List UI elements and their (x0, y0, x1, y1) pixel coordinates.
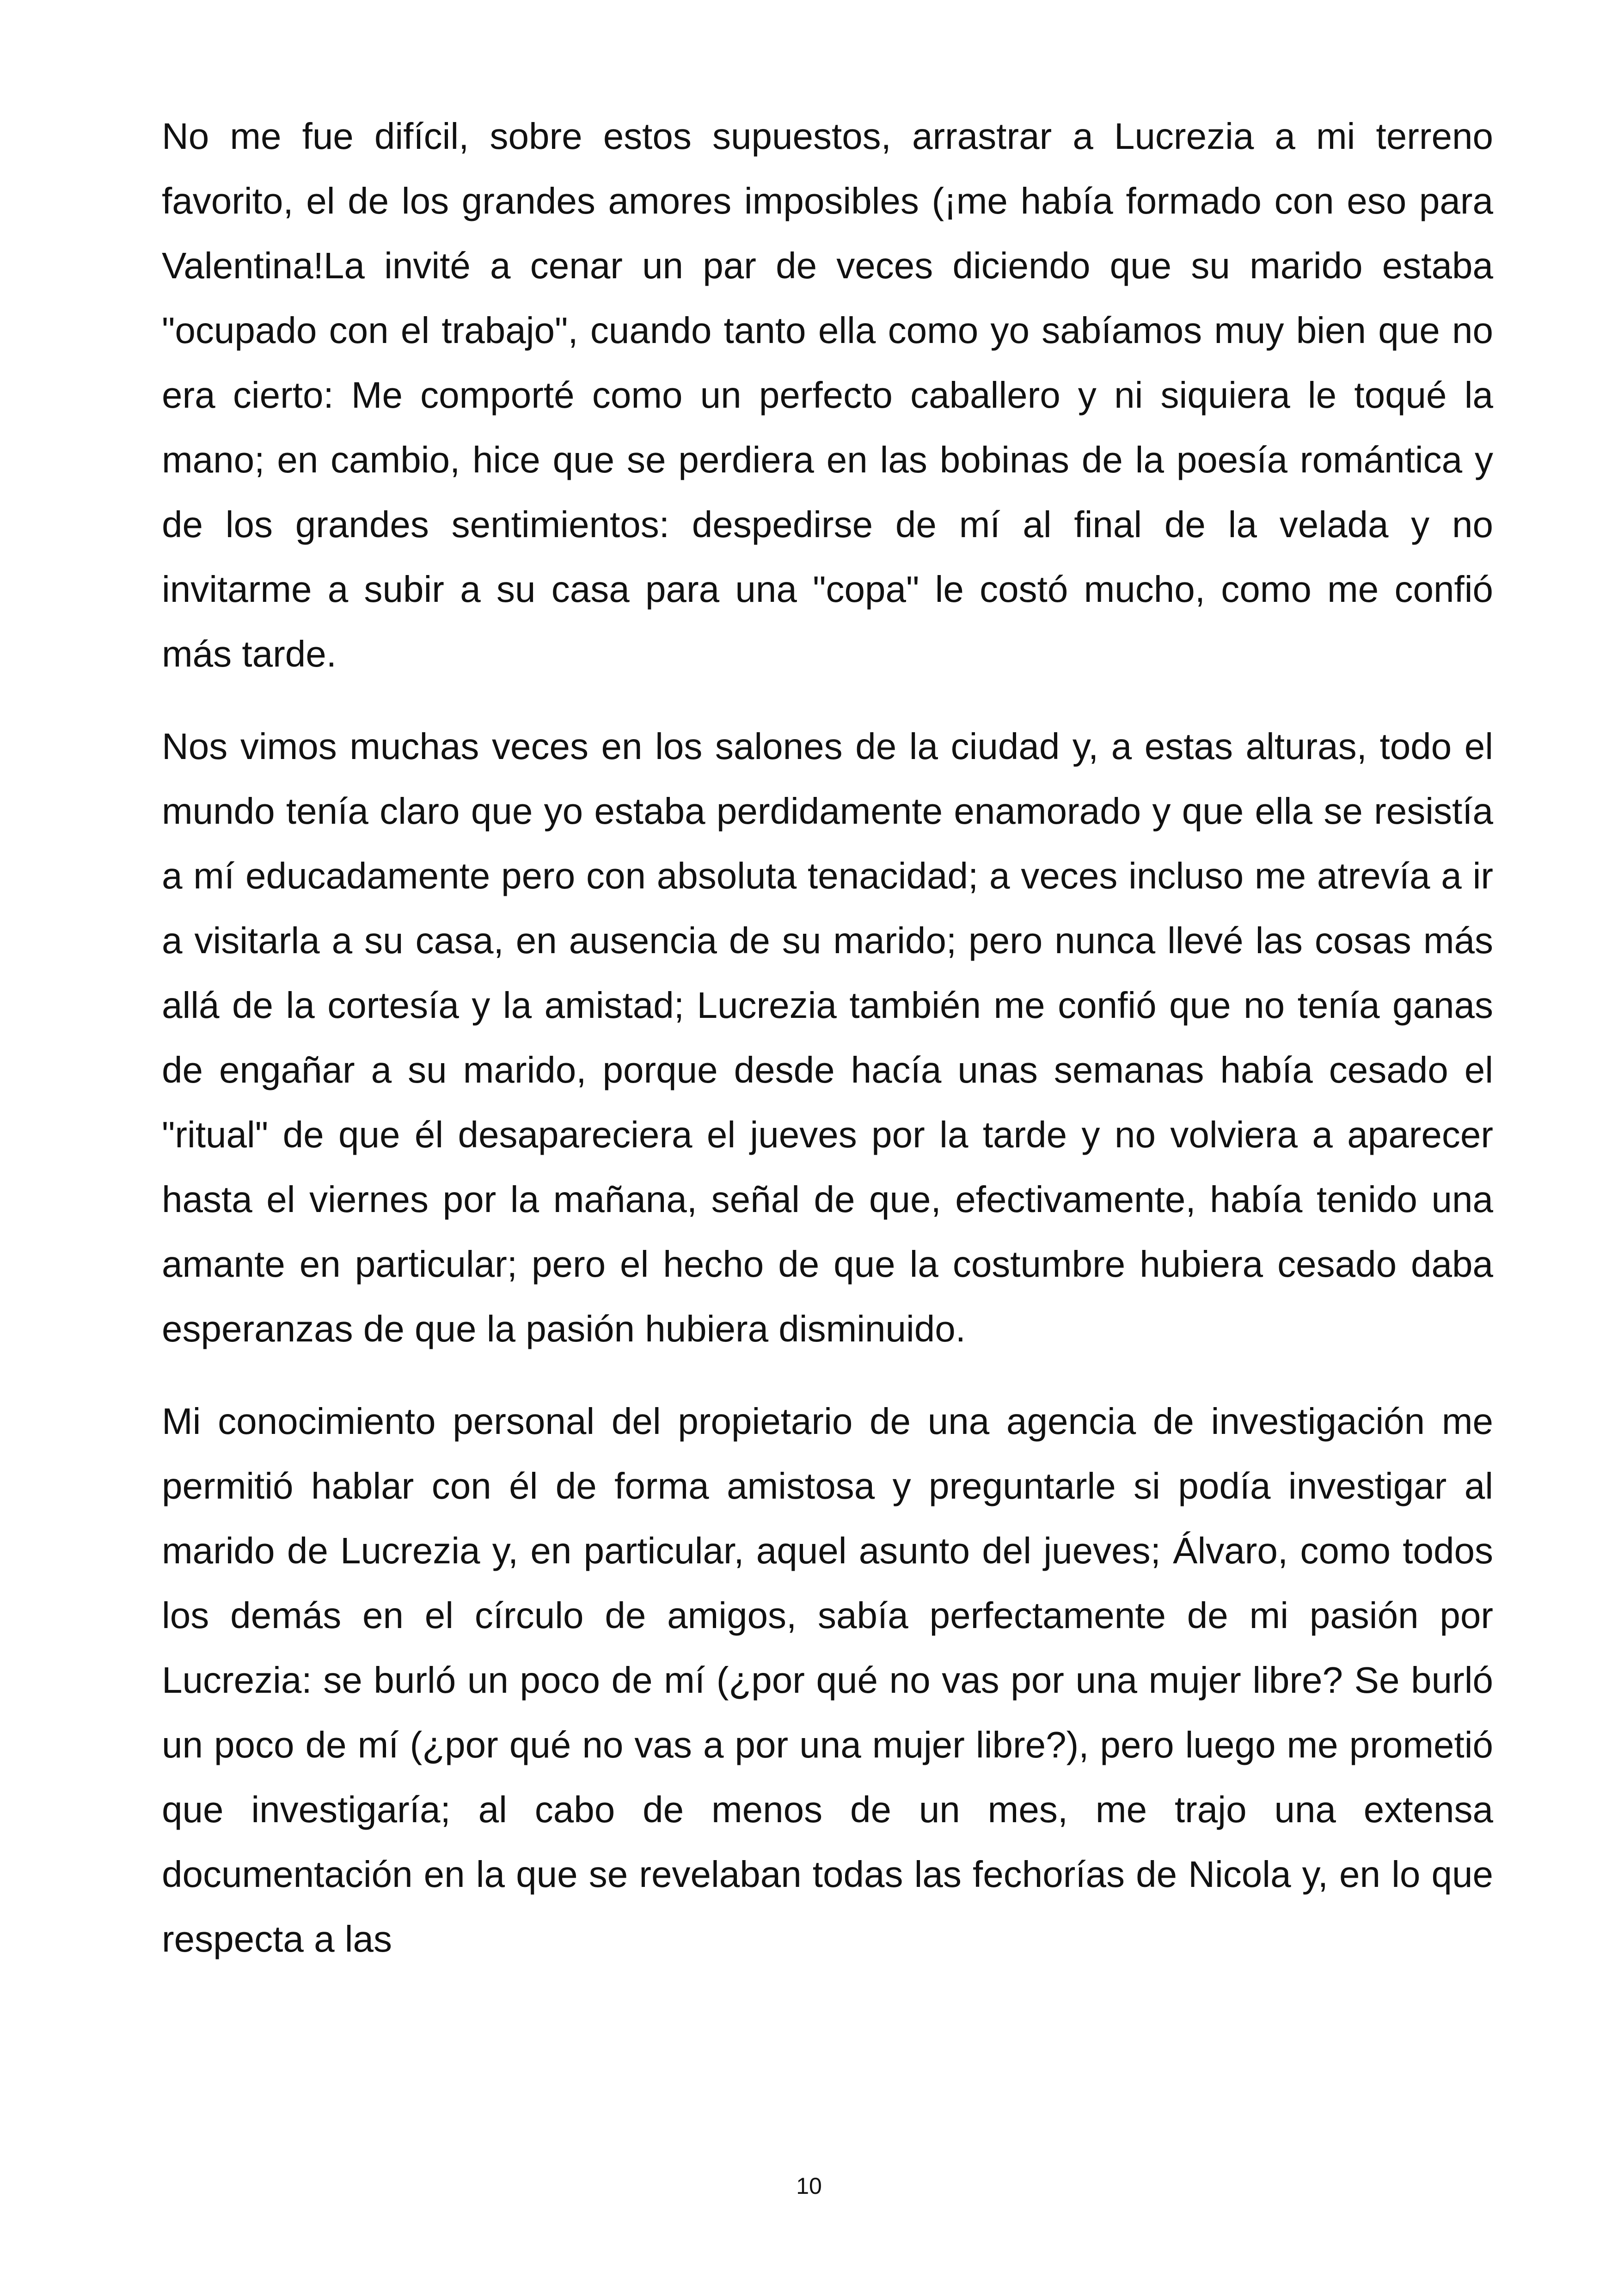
body-text (162, 104, 1493, 1999)
paragraph-3: Mi conocimiento personal del propietario de una agencia de investigación me permitió hablar con él de forma amistosa y preguntarle si podía investigar al marido de Lucrezia y, en particular, aquel asunto del jueves; Álvaro, como todos los demás en el círculo de amigos, sabía perfectamente de mi pasión por Lucrezia: se burló un poco de mí (¿por qué no vas por una mujer libre? Se burló un poco de mí (¿por qué no vas a por una mujer libre?), pero luego me prometió que investigaría; al cabo de menos de un mes, me trajo una extensa documentación en la que se revelaban todas las fechorías de Nicola y, en lo que respecta a las (162, 1401, 1493, 1959)
page-number: 10 (796, 2173, 822, 2199)
paragraph-2: Nos vimos muchas veces en los salones de la ciudad y, a estas alturas, todo el mundo tenía claro que yo estaba perdidamente enamorado y que ella se resistía a mí educadamente pero con absoluta tenacidad; a veces incluso me atrevía a ir a visitarla a su casa, en ausencia de su marido; pero nunca llevé las cosas más allá de la cortesía y la amistad; Lucrezia también me confió que no tenía ganas de engañar a su marido, porque desde hacía unas semanas había cesado el "ritual" de que él desapareciera el jueves por la tarde y no volviera a aparecer hasta el viernes por la mañana, señal de que, efectivamente, había tenido una amante en particular; pero el hecho de que la costumbre hubiera cesado daba esperanzas de que la pasión hubiera disminuido. (162, 726, 1493, 1349)
paragraph-1: No me fue difícil, sobre estos supuestos, arrastrar a Lucrezia a mi terreno favorito, el de los grandes amores imposibles (¡me había formado con eso para Valentina!La invité a cenar un par de veces diciendo que su marido estaba "ocupado con el trabajo", cuando tanto ella como yo sabíamos muy bien que no era cierto: Me comporté como un perfecto caballero y ni siquiera le toqué la mano; en cambio, hice que se perdiera en las bobinas de la poesía romántica y de los grandes sentimientos: despedirse de mí al final de la velada y no invitarme a subir a su casa para una "copa" le costó mucho, como me confió más tarde. (162, 116, 1493, 674)
